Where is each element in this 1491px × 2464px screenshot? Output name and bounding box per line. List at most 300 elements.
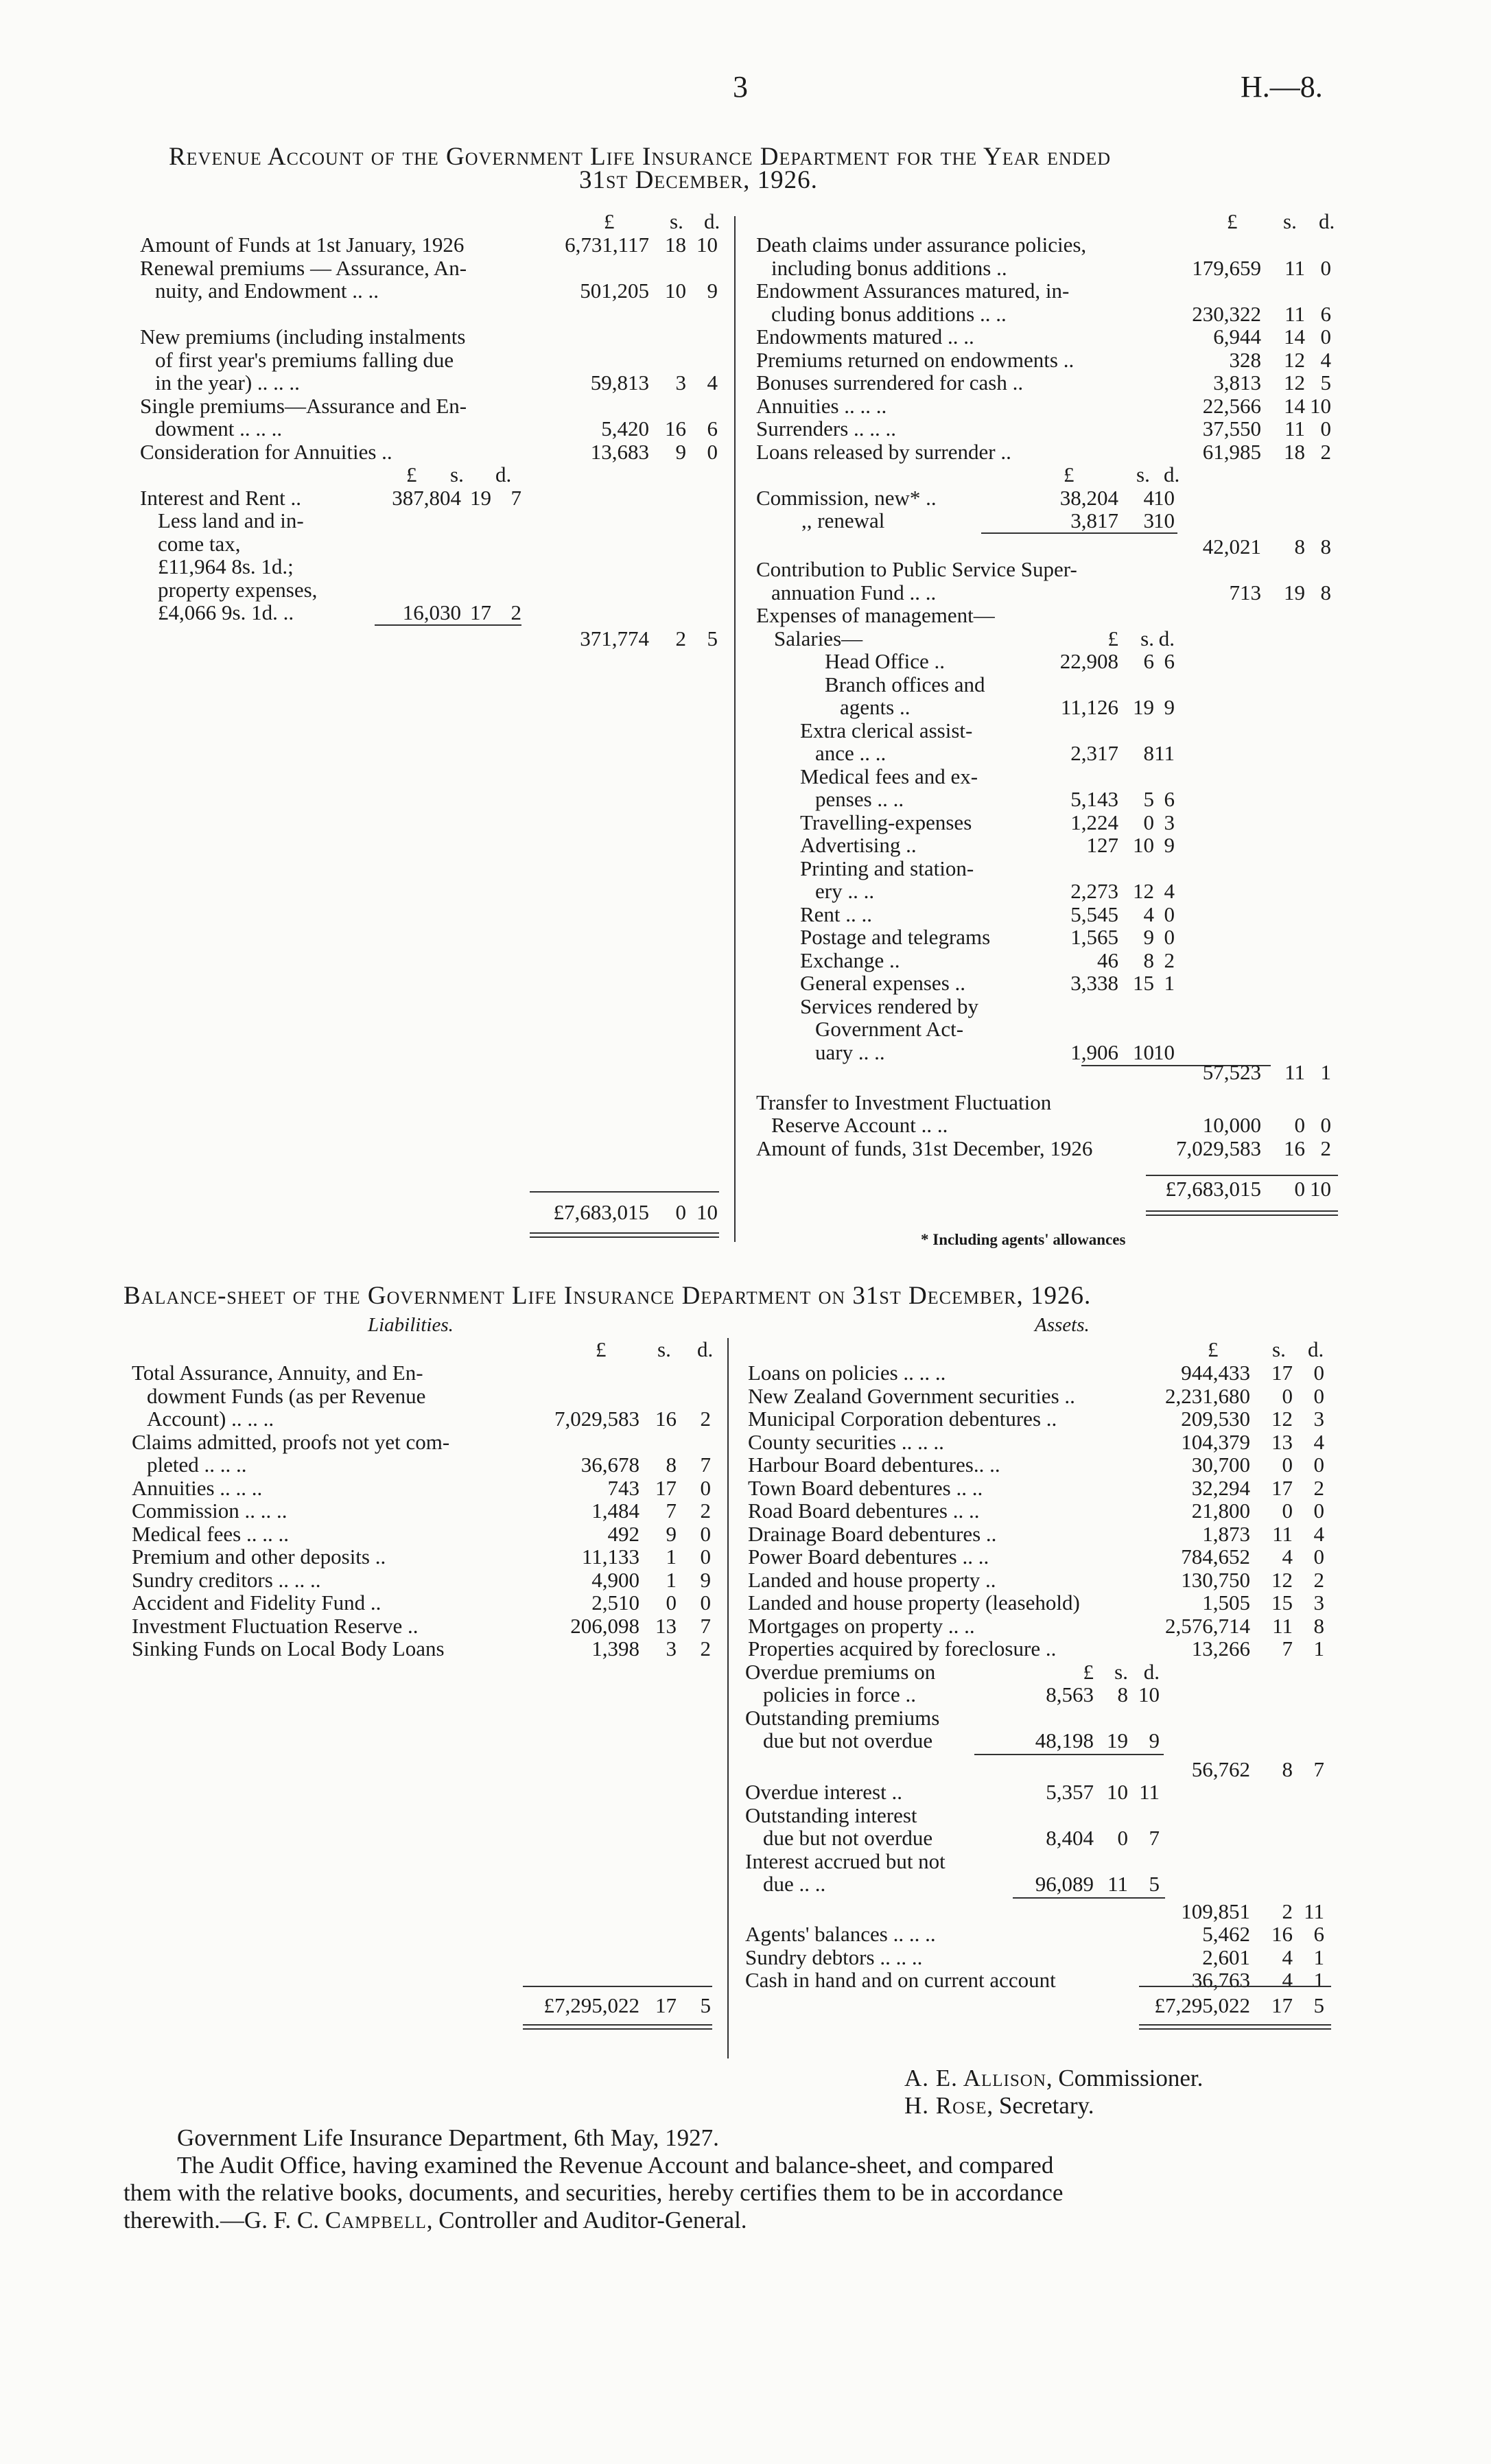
liability-item-amount-shillings: 7 [666, 1499, 677, 1523]
revenue-right-item-amount-pence: 0 [1320, 325, 1331, 349]
revenue-left-item-amount-shillings: 10 [665, 279, 686, 303]
document-reference: H.—8. [1241, 70, 1323, 104]
liability-item-amount-shillings: 17 [655, 1475, 677, 1500]
commission-new-pence: 10 [1153, 485, 1175, 510]
accrued-interest-label: due .. .. [763, 1872, 826, 1896]
interest-subtotal-pounds: 109,851 [1181, 1899, 1250, 1923]
commission-renewal-label: ,, renewal [801, 508, 885, 532]
interest-net-shillings: 2 [675, 626, 686, 650]
revenue-left-item-amount-pence: 10 [696, 233, 718, 257]
liability-item-amount-pounds: 36,678 [580, 1453, 639, 1477]
revenue-right-item-amount-shillings: 18 [1284, 439, 1305, 464]
expense-item-label: Rent .. .. [800, 902, 873, 926]
audit-line-3-prefix: therewith.—G. F. C. [124, 2207, 325, 2233]
liability-item-label: Claims admitted, proofs not yet com- [132, 1429, 450, 1454]
expense-item-amount-shillings: 6 [1143, 649, 1154, 673]
expense-item-label: Postage and telegrams [800, 925, 991, 949]
revenue-left-item-label: nuity, and Endowment .. .. [155, 279, 379, 303]
transfer-label: Transfer to Investment Fluctuation [756, 1090, 1052, 1114]
expense-item-amount-pounds: 1,906 [1070, 1040, 1118, 1064]
outstanding-premiums-amount-pounds: 48,198 [1035, 1728, 1094, 1752]
balance-divider [727, 1338, 729, 2058]
liability-item-amount-shillings: 13 [655, 1613, 677, 1638]
assets-heading: Assets. [1035, 1314, 1090, 1336]
asset-item-amount-shillings: 7 [1282, 1636, 1293, 1661]
transfer-label: Reserve Account .. .. [771, 1113, 948, 1137]
assets-head-pounds: £ [1208, 1337, 1219, 1361]
liabilities-head-pounds: £ [596, 1337, 607, 1361]
revenue-left-item-label: Renewal premiums — Assurance, An- [140, 255, 467, 280]
liability-item-amount-shillings: 9 [666, 1521, 677, 1546]
funds-end-amount-pence: 2 [1320, 1136, 1331, 1160]
liabilities-head-pence: d. [697, 1337, 714, 1361]
expense-item-amount-pence: 10 [1153, 1040, 1175, 1064]
funds-end-label: Amount of funds, 31st December, 1926 [756, 1136, 1093, 1160]
asset-item-amount-pounds: 2,576,714 [1165, 1613, 1250, 1638]
liabilities-total-rule [523, 1986, 712, 1987]
overdue-head-pounds: £ [1083, 1659, 1094, 1684]
liabilities-total-pence: 5 [700, 1993, 711, 2017]
overdue-premiums-label: Overdue premiums on [745, 1659, 936, 1684]
contribution-amount-pounds: 713 [1229, 580, 1261, 605]
expense-item-amount-pounds: 1,565 [1070, 925, 1118, 949]
liability-item-amount-pounds: 1,398 [591, 1636, 639, 1661]
revenue-right-item-amount-shillings: 14 [1284, 393, 1305, 418]
premiums-rule [974, 1754, 1164, 1755]
liabilities-total-pounds: £7,295,022 [543, 1993, 639, 2017]
expense-item-amount-pounds: 22,908 [1059, 649, 1118, 673]
revenue-right-item-amount-pounds: 22,566 [1202, 393, 1261, 418]
expense-item-amount-pence: 2 [1164, 948, 1175, 972]
assets-total-rule [1139, 1986, 1331, 1987]
page-number: 3 [733, 70, 748, 104]
asset-item-amount-pence: 0 [1313, 1383, 1324, 1408]
audit-line-1: The Audit Office, having examined the Revenue Account and balance-sheet, and compared [177, 2152, 1054, 2179]
revenue-left-item-amount-shillings: 16 [665, 416, 686, 441]
assets-total-shillings: 17 [1271, 1993, 1293, 2017]
interest-head-pence: d. [495, 462, 512, 486]
expense-item-amount-pounds: 127 [1086, 833, 1118, 857]
outstanding-interest-label: Outstanding interest [745, 1803, 917, 1827]
liability-item-amount-pence: 7 [700, 1453, 711, 1477]
interest-net-pence: 5 [707, 626, 718, 650]
expense-item-label: Extra clerical assist- [800, 718, 973, 742]
interest-label: Interest and Rent .. [140, 485, 302, 510]
balance-sheet-title: Balance-sheet of the Government Life Insurance Department on 31st December, 1926. [124, 1282, 1092, 1310]
asset-item-amount-pence: 2 [1313, 1567, 1324, 1592]
asset-item-label: Road Board debentures .. .. [748, 1499, 980, 1523]
expenses-heading: Expenses of management— [756, 603, 995, 627]
expense-item-amount-pence: 6 [1164, 649, 1175, 673]
asset-item-amount-pounds: 1,505 [1202, 1591, 1250, 1615]
asset-item-label: Town Board debentures .. .. [748, 1475, 983, 1500]
overdue-premiums-amount-shillings: 8 [1117, 1682, 1128, 1706]
expense-item-amount-pounds: 1,224 [1070, 810, 1118, 834]
liability-item-amount-pounds: 7,029,583 [554, 1407, 639, 1431]
right-head-pence: d. [1319, 209, 1335, 233]
asset-item-amount-pence: 1 [1313, 1636, 1324, 1661]
assets-total-double-rule [1139, 2024, 1331, 2030]
liability-item-amount-pounds: 2,510 [591, 1591, 639, 1615]
outstanding-premiums-amount-pence: 9 [1149, 1728, 1160, 1752]
revenue-right-item-amount-pounds: 328 [1229, 347, 1261, 372]
contribution-label: Contribution to Public Service Super- [756, 557, 1077, 581]
expense-item-amount-pence: 0 [1164, 925, 1175, 949]
interest-amount-shillings: 19 [470, 485, 491, 510]
asset-item-amount-pounds: 2,231,680 [1165, 1383, 1250, 1408]
liabilities-heading: Liabilities. [368, 1314, 454, 1336]
revenue-right-item-label: Endowment Assurances matured, in- [756, 279, 1070, 303]
assets-head-shillings: s. [1272, 1337, 1286, 1361]
overdue-interest-amount-pounds: 5,357 [1046, 1780, 1094, 1804]
asset-item-amount-pence: 0 [1313, 1499, 1324, 1523]
revenue-right-item-amount-pence: 0 [1320, 416, 1331, 441]
liability-item-label: pleted .. .. .. [147, 1453, 247, 1477]
asset-item-amount-pence: 4 [1313, 1429, 1324, 1454]
revenue-right-item-amount-pounds: 6,944 [1213, 325, 1261, 349]
transfer-amount-pence: 0 [1320, 1113, 1331, 1137]
expenses-total-shillings: 11 [1284, 1060, 1305, 1084]
revenue-right-item-label: Annuities .. .. .. [756, 393, 887, 418]
revenue-left-total-pence: 10 [696, 1200, 718, 1224]
revenue-right-item-amount-shillings: 11 [1284, 301, 1305, 326]
asset-item-amount-pounds: 784,652 [1181, 1545, 1250, 1569]
interest-net-pounds: 371,774 [580, 626, 649, 650]
liability-item-amount-pence: 2 [700, 1636, 711, 1661]
left-head-pence: d. [704, 209, 720, 233]
revenue-left-item-label: New premiums (including instalments [140, 325, 466, 349]
outstanding-interest-amount-pounds: 8,404 [1046, 1826, 1094, 1850]
expense-item-label: Branch offices and [825, 672, 985, 696]
contribution-amount-pence: 8 [1320, 580, 1331, 605]
revenue-right-item-amount-pence: 0 [1320, 255, 1331, 280]
revenue-left-item-amount-shillings: 18 [665, 233, 686, 257]
place-date: Government Life Insurance Department, 6th May, 1927. [177, 2124, 719, 2151]
accrued-interest-label: Interest accrued but not [745, 1849, 946, 1873]
liability-item-label: Medical fees .. .. .. [132, 1521, 289, 1546]
asset-item-amount-pence: 3 [1313, 1407, 1324, 1431]
revenue-left-total-pounds: £7,683,015 [553, 1200, 649, 1224]
revenue-title-line1: Revenue Account of the Government Life Insurance Department for the Year ended [169, 143, 1112, 171]
revenue-right-total-pounds: £7,683,015 [1165, 1177, 1261, 1201]
asset-item-amount-shillings: 17 [1271, 1475, 1293, 1500]
liability-item-label: Sinking Funds on Local Body Loans [132, 1636, 445, 1661]
revenue-right-item-label: Premiums returned on endowments .. [756, 347, 1075, 372]
revenue-right-item-amount-pounds: 61,985 [1202, 439, 1261, 464]
expense-item-amount-pence: 6 [1164, 787, 1175, 811]
revenue-left-item-amount-pounds: 59,813 [590, 371, 649, 395]
asset-item-amount-pounds: 30,700 [1191, 1453, 1250, 1477]
tail-asset-item-amount-pounds: 5,462 [1202, 1922, 1250, 1946]
asset-item-amount-shillings: 15 [1271, 1591, 1293, 1615]
asset-item-label: Mortgages on property .. .. [748, 1613, 975, 1638]
liability-item-label: Accident and Fidelity Fund .. [132, 1591, 381, 1615]
asset-item-label: New Zealand Government securities .. [748, 1383, 1075, 1408]
liability-item-amount-pence: 9 [700, 1567, 711, 1592]
revenue-right-item-label: Endowments matured .. .. [756, 325, 974, 349]
liability-item-amount-shillings: 8 [666, 1453, 677, 1477]
audit-line-3 [124, 2207, 747, 2234]
asset-item-amount-shillings: 0 [1282, 1383, 1293, 1408]
less-deduction-line: property expenses, [158, 577, 318, 602]
premiums-subtotal-pence: 7 [1313, 1757, 1324, 1781]
auditor-name: Campbell [325, 2207, 427, 2233]
revenue-right-total-pence: 10 [1310, 1177, 1331, 1201]
revenue-right-item-label: Death claims under assurance policies, [756, 233, 1087, 257]
interest-assets-rule [1013, 1897, 1165, 1899]
liability-item-label: Investment Fluctuation Reserve .. [132, 1613, 419, 1638]
revenue-right-item-amount-shillings: 14 [1284, 325, 1305, 349]
less-deduction-line: £4,066 9s. 1d. .. [158, 600, 294, 624]
expense-item-amount-pence: 9 [1164, 833, 1175, 857]
assets-total-pence: 5 [1313, 1993, 1324, 2017]
revenue-left-item-amount-pence: 9 [707, 279, 718, 303]
liability-item-amount-pounds: 743 [607, 1475, 639, 1500]
less-deduction-line: Less land and in- [158, 508, 304, 532]
revenue-left-item-amount-pence: 4 [707, 371, 718, 395]
liability-item-amount-shillings: 3 [666, 1636, 677, 1661]
revenue-right-item-amount-shillings: 11 [1284, 255, 1305, 280]
funds-end-amount-pounds: 7,029,583 [1176, 1136, 1261, 1160]
liability-item-amount-pounds: 4,900 [591, 1567, 639, 1592]
expense-item-amount-pounds: 2,317 [1070, 741, 1118, 765]
expense-item-label: Printing and station- [800, 856, 974, 880]
less-amount-pounds: 16,030 [402, 600, 461, 624]
revenue-left-item-label: in the year) .. .. .. [155, 371, 300, 395]
outstanding-premiums-label: Outstanding premiums [745, 1705, 940, 1730]
revenue-left-item-amount-shillings: 9 [675, 439, 686, 464]
asset-item-amount-pence: 2 [1313, 1475, 1324, 1500]
left-head-shillings: s. [670, 209, 683, 233]
overdue-premiums-label: policies in force .. [763, 1682, 916, 1706]
tail-asset-item-label: Sundry debtors .. .. .. [745, 1945, 923, 1969]
expense-item-amount-shillings: 8 [1143, 948, 1154, 972]
expense-item-amount-pence: 4 [1164, 879, 1175, 903]
revenue-right-item-amount-pence: 10 [1310, 393, 1331, 418]
expense-item-label: uary .. .. [815, 1040, 885, 1064]
expense-item-label: Travelling-expenses [800, 810, 972, 834]
accrued-interest-amount-pence: 5 [1149, 1872, 1160, 1896]
outstanding-interest-amount-pence: 7 [1149, 1826, 1160, 1850]
tail-asset-item-amount-pence: 1 [1313, 1945, 1324, 1969]
asset-item-amount-pence: 0 [1313, 1545, 1324, 1569]
revenue-right-item-amount-pence: 4 [1320, 347, 1331, 372]
expense-item-label: Exchange .. [800, 948, 900, 972]
overdue-interest-label: Overdue interest .. [745, 1780, 902, 1804]
assets-total-pounds: £7,295,022 [1154, 1993, 1250, 2017]
expense-item-amount-shillings: 15 [1133, 971, 1154, 995]
asset-item-label: Landed and house property .. [748, 1567, 996, 1592]
asset-item-amount-pence: 8 [1313, 1613, 1324, 1638]
revenue-left-item-amount-pounds: 5,420 [601, 416, 649, 441]
liability-item-amount-pence: 2 [700, 1407, 711, 1431]
expense-item-amount-pence: 0 [1164, 902, 1175, 926]
expense-item-amount-shillings: 10 [1133, 833, 1154, 857]
salaries-head-shillings: s. [1140, 626, 1154, 650]
outstanding-premiums-amount-shillings: 19 [1107, 1728, 1128, 1752]
revenue-left-item-label: Amount of Funds at 1st January, 1926 [140, 233, 465, 257]
asset-item-amount-pounds: 32,294 [1191, 1475, 1250, 1500]
tail-asset-item-amount-shillings: 4 [1282, 1945, 1293, 1969]
less-amount-shillings: 17 [470, 600, 491, 624]
overdue-interest-amount-pence: 11 [1139, 1780, 1160, 1804]
commission-renewal-pence: 10 [1153, 508, 1175, 532]
tail-asset-item-label: Agents' balances .. .. .. [745, 1922, 936, 1946]
signature-commissioner [904, 2067, 1203, 2090]
asset-item-amount-shillings: 11 [1272, 1613, 1293, 1638]
tail-asset-item-label: Cash in hand and on current account [745, 1968, 1056, 1992]
salaries-head-pounds: £ [1107, 626, 1118, 650]
asset-item-amount-pounds: 104,379 [1181, 1429, 1250, 1454]
liability-item-amount-pence: 0 [700, 1521, 711, 1546]
commission-renewal-pounds: 3,817 [1070, 508, 1118, 532]
liability-item-label: Account) .. .. .. [147, 1407, 274, 1431]
overdue-premiums-amount-pounds: 8,563 [1046, 1682, 1094, 1706]
revenue-left-item-amount-pounds: 501,205 [580, 279, 649, 303]
accrued-interest-amount-pounds: 96,089 [1035, 1872, 1094, 1896]
liability-item-amount-pence: 7 [700, 1613, 711, 1638]
liability-item-amount-pence: 0 [700, 1545, 711, 1569]
asset-item-amount-shillings: 17 [1271, 1361, 1293, 1385]
funds-end-amount-shillings: 16 [1284, 1136, 1305, 1160]
commission-new-pounds: 38,204 [1059, 485, 1118, 510]
audit-line-3-suffix: , Controller and Auditor-General. [426, 2207, 747, 2233]
revenue-right-item-label: Bonuses surrendered for cash .. [756, 371, 1024, 395]
revenue-left-item-amount-pence: 6 [707, 416, 718, 441]
revenue-right-item-amount-pence: 6 [1320, 301, 1331, 326]
tail-asset-item-amount-shillings: 4 [1282, 1968, 1293, 1992]
revenue-left-item-amount-shillings: 3 [675, 371, 686, 395]
interest-head-shillings: s. [450, 462, 464, 486]
overdue-head-pence: d. [1143, 1659, 1160, 1684]
revenue-footnote: * Including agents' allowances [921, 1231, 1126, 1248]
expense-item-amount-shillings: 10 [1133, 1040, 1154, 1064]
asset-item-amount-shillings: 13 [1271, 1429, 1293, 1454]
revenue-right-item-amount-shillings: 12 [1284, 347, 1305, 372]
secretary-title: , Secretary. [987, 2092, 1094, 2119]
liability-item-amount-pounds: 1,484 [591, 1499, 639, 1523]
accrued-interest-amount-shillings: 11 [1107, 1872, 1128, 1896]
revenue-left-total-shillings: 0 [675, 1200, 686, 1224]
expense-item-label: Head Office .. [825, 649, 946, 673]
revenue-left-item-amount-pence: 0 [707, 439, 718, 464]
asset-item-amount-pounds: 130,750 [1181, 1567, 1250, 1592]
right-head-shillings: s. [1283, 209, 1297, 233]
expense-item-amount-shillings: 12 [1133, 879, 1154, 903]
commission-head-shillings: s. [1136, 462, 1150, 486]
commission-total-shillings: 8 [1294, 534, 1305, 559]
assets-head-pence: d. [1308, 1337, 1324, 1361]
salaries-head-pence: d. [1158, 626, 1175, 650]
expense-item-amount-pounds: 5,545 [1070, 902, 1118, 926]
revenue-right-item-amount-pounds: 230,322 [1192, 301, 1261, 326]
revenue-left-item-label: of first year's premiums falling due [155, 347, 454, 372]
asset-item-amount-shillings: 11 [1272, 1521, 1293, 1546]
liability-item-amount-shillings: 0 [666, 1591, 677, 1615]
commission-new-shillings: 4 [1143, 485, 1154, 510]
liability-item-amount-pounds: 11,133 [581, 1545, 639, 1569]
tail-asset-item-amount-pence: 6 [1313, 1922, 1324, 1946]
commission-renewal-shillings: 3 [1143, 508, 1154, 532]
secretary-name: H. Rose [904, 2092, 987, 2119]
revenue-right-item-amount-shillings: 12 [1284, 371, 1305, 395]
signature-secretary [904, 2094, 1094, 2117]
audit-line-2: them with the relative books, documents, and securities, hereby certifies them to be in accordance [124, 2179, 1064, 2206]
transfer-amount-pounds: 10,000 [1202, 1113, 1261, 1137]
liability-item-label: Premium and other deposits .. [132, 1545, 386, 1569]
expense-item-label: General expenses .. [800, 971, 966, 995]
liability-item-amount-pence: 0 [700, 1475, 711, 1500]
premiums-subtotal-pounds: 56,762 [1191, 1757, 1250, 1781]
expense-item-label: penses .. .. [815, 787, 904, 811]
asset-item-amount-pence: 0 [1313, 1453, 1324, 1477]
revenue-right-item-amount-shillings: 11 [1284, 416, 1305, 441]
expense-item-amount-pence: 9 [1164, 695, 1175, 719]
liability-item-amount-shillings: 1 [666, 1567, 677, 1592]
tail-asset-item-amount-shillings: 16 [1271, 1922, 1293, 1946]
revenue-right-item-label: cluding bonus additions .. .. [771, 301, 1007, 326]
revenue-right-item-amount-pounds: 179,659 [1192, 255, 1261, 280]
asset-item-label: Loans on policies .. .. .. [748, 1361, 946, 1385]
commissioner-name: A. E. Allison [904, 2065, 1046, 2091]
interest-subtotal-pence: 11 [1304, 1899, 1324, 1923]
asset-item-label: Properties acquired by foreclosure .. [748, 1636, 1057, 1661]
expense-item-label: agents .. [840, 695, 911, 719]
expense-item-amount-shillings: 0 [1143, 810, 1154, 834]
expense-item-amount-pence: 1 [1164, 971, 1175, 995]
revenue-left-item-label: Consideration for Annuities .. [140, 439, 392, 464]
expense-item-amount-pence: 11 [1154, 741, 1175, 765]
commission-total-pounds: 42,021 [1202, 534, 1261, 559]
expense-item-label: ance .. .. [815, 741, 887, 765]
asset-item-label: Municipal Corporation debentures .. [748, 1407, 1057, 1431]
expense-item-amount-pounds: 2,273 [1070, 879, 1118, 903]
liability-item-amount-pounds: 206,098 [570, 1613, 639, 1638]
asset-item-label: Harbour Board debentures.. .. [748, 1453, 1000, 1477]
liability-item-amount-pence: 2 [700, 1499, 711, 1523]
asset-item-label: Power Board debentures .. .. [748, 1545, 989, 1569]
commission-head-pounds: £ [1064, 462, 1075, 486]
less-amount-pence: 2 [510, 600, 521, 624]
asset-item-amount-pounds: 13,266 [1191, 1636, 1250, 1661]
revenue-right-item-amount-pounds: 37,550 [1202, 416, 1261, 441]
liabilities-total-double-rule [523, 2024, 712, 2030]
asset-item-label: Landed and house property (leasehold) [748, 1591, 1080, 1615]
interest-amount-pounds: 387,804 [392, 485, 461, 510]
asset-item-label: County securities .. .. .. [748, 1429, 944, 1454]
less-deduction-line: £11,964 8s. 1d.; [158, 554, 294, 578]
revenue-right-item-label: including bonus additions .. [771, 255, 1007, 280]
expense-item-amount-shillings: 4 [1143, 902, 1154, 926]
outstanding-interest-amount-shillings: 0 [1117, 1826, 1128, 1850]
less-deduction-line: come tax, [158, 531, 241, 556]
liability-item-amount-pence: 0 [700, 1591, 711, 1615]
expense-item-amount-shillings: 9 [1143, 925, 1154, 949]
commission-head-pence: d. [1164, 462, 1180, 486]
tail-asset-item-amount-pounds: 2,601 [1202, 1945, 1250, 1969]
outstanding-interest-label: due but not overdue [763, 1826, 933, 1850]
right-head-pounds: £ [1227, 209, 1238, 233]
revenue-right-item-amount-pence: 5 [1320, 371, 1331, 395]
tail-asset-item-amount-pounds: 36,763 [1191, 1968, 1250, 1992]
commission-new-label: Commission, new* .. [756, 485, 937, 510]
expense-item-amount-pence: 3 [1164, 810, 1175, 834]
premiums-subtotal-shillings: 8 [1282, 1757, 1293, 1781]
overdue-head-shillings: s. [1114, 1659, 1128, 1684]
overdue-interest-amount-shillings: 10 [1107, 1780, 1128, 1804]
interest-head-pounds: £ [406, 462, 417, 486]
asset-item-amount-pence: 3 [1313, 1591, 1324, 1615]
